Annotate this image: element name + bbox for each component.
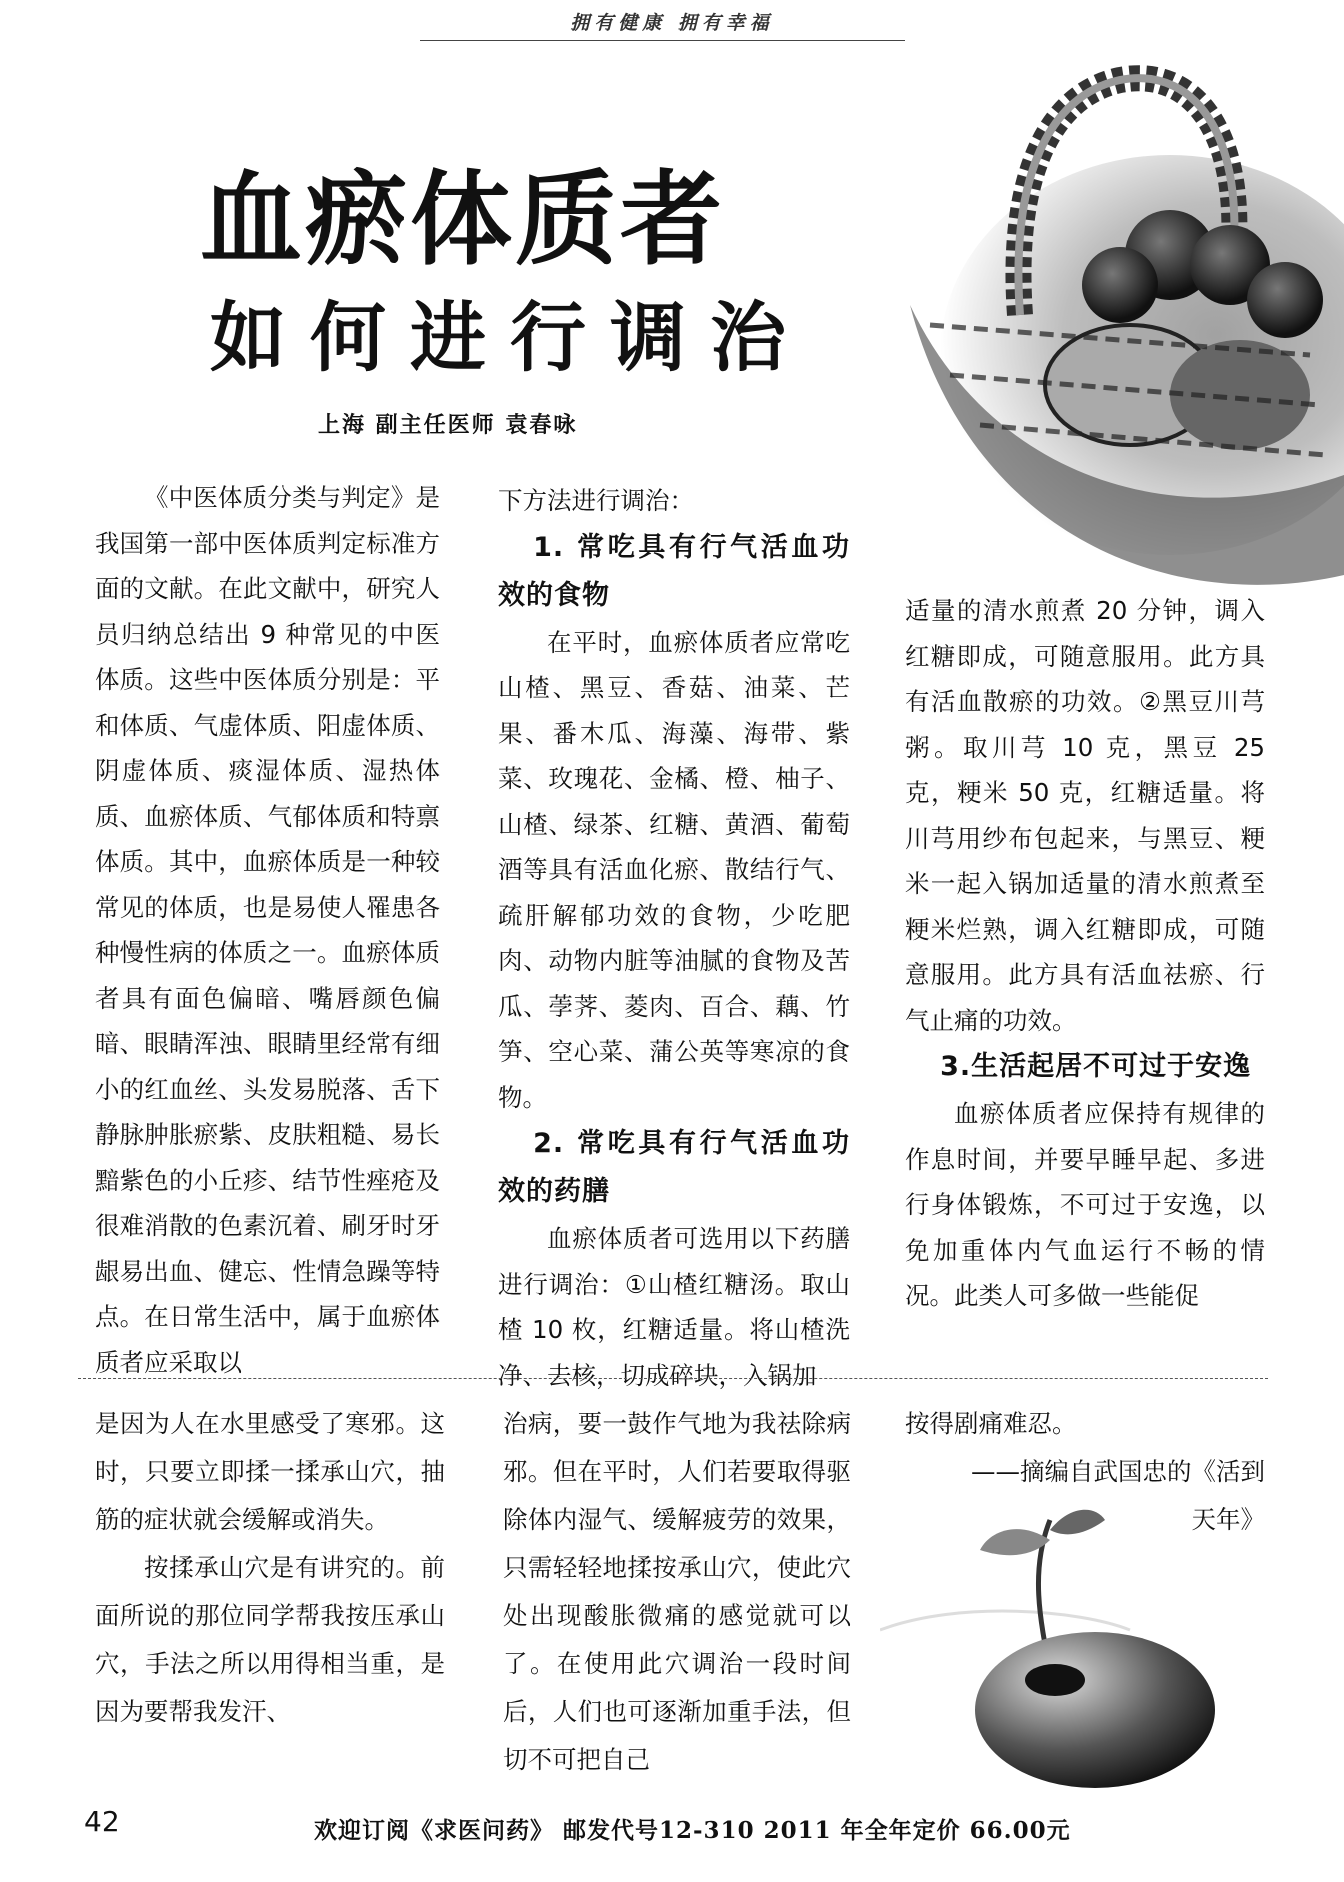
paragraph: 治病，要一鼓作气地为我祛除病邪。但在平时，人们若要取得驱除体内湿气、缓解疲劳的效果，只需轻轻地揉按承山穴，使此穴处出现酸胀微痛的感觉就可以了。在使用此穴调治一段时间后，人们也可逐渐加重手法，但切不可把自己 (503, 1409, 851, 1774)
article-column-1 (95, 475, 440, 1385)
header-slogan: 拥有健康 拥有幸福 (570, 12, 774, 34)
paragraph: 在平时，血瘀体质者应常吃山楂、黑豆、香菇、油菜、芒果、番木瓜、海藻、海带、紫菜、玫瑰花、金橘、橙、柚子、山楂、绿茶、红糖、黄酒、葡萄酒等具有活血化瘀、散结行气、疏肝解郁功效的食物，少吃肥肉、动物内脏等油腻的食物及苦瓜、荸荠、菱肉、百合、藕、竹笋、空心菜、蒲公英等寒凉的食物。 (498, 627, 850, 1112)
article-byline: 上海 副主任医师 袁春咏 (318, 413, 578, 438)
section-heading-1: 1. 常吃具有行气活血功效的食物 (498, 531, 850, 611)
continued-column-2 (503, 1400, 851, 1784)
paragraph: 是因为人在水里感受了寒邪。这时，只要立即揉一揉承山穴，抽筋的症状就会缓解或消失。 (95, 1409, 445, 1534)
paragraph: 血瘀体质者可选用以下药膳进行调治：①山楂红糖汤。取山楂 10 枚，红糖适量。将山楂洗净、去核，切成碎块，入锅加 (498, 1224, 850, 1390)
article-column-2 (498, 478, 850, 1398)
section-heading-2: 2. 常吃具有行气活血功效的药膳 (498, 1128, 850, 1207)
section-divider (78, 1378, 1268, 1379)
paragraph: 按得剧痛难忍。 (905, 1409, 1077, 1438)
header-rule (420, 40, 905, 41)
paragraph: 下方法进行调治： (498, 486, 694, 515)
continued-column-1 (95, 1400, 445, 1736)
article-subtitle: 如何进行调治 (210, 293, 810, 382)
footer-subscription-note: 欢迎订阅《求医问药》 邮发代号12-310 2011 年全年定价 66.00元 (314, 1817, 1071, 1844)
source-attribution: ——摘编自武国忠的《活到天年》 (971, 1457, 1265, 1534)
paragraph: 适量的清水煎煮 20 分钟，调入红糖即成，可随意服用。此方具有活血散瘀的功效。②黑豆川芎粥。取川芎 10 克，黑豆 25 克，粳米 50 克，红糖适量。将川芎用纱布包起来，与黑豆、粳米一起入锅加适量的清水煎煮至粳米烂熟，调入红糖即成，可随意服用。此方具有活血祛瘀、行气止痛的功效。 (905, 596, 1265, 1035)
article-title: 血瘀体质者 (200, 161, 725, 280)
paragraph: 《中医体质分类与判定》是我国第一部中医体质判定标准方面的文献。在此文献中，研究人员归纳总结出 9 种常见的中医体质。这些中医体质分别是：平和体质、气虚体质、阳虚体质、阴虚体质、痰湿体质、湿热体质、血瘀体质、气郁体质和特禀体质。其中，血瘀体质是一种较常见的体质，也是易使人罹患各种慢性病的体质之一。血瘀体质者具有面色偏暗、嘴唇颜色偏暗、眼睛浑浊、眼睛里经常有细小的红血丝、头发易脱落、舌下静脉肿胀瘀紫、皮肤粗糙、易长黯紫色的小丘疹、结节性痤疮及很难消散的色素沉着、刷牙时牙龈易出血、健忘、性情急躁等特点。在日常生活中，属于血瘀体质者应采取以 (95, 483, 440, 1377)
paragraph: 按揉承山穴是有讲究的。前面所说的那位同学帮我按压承山穴，手法之所以用得相当重，是因为要帮我发汗、 (95, 1553, 445, 1726)
page-number: 42 (84, 1805, 120, 1838)
article-column-3 (905, 588, 1265, 1319)
fruit-basket-photo (870, 55, 1344, 615)
section-heading-3: 3.生活起居不可过于安逸 (940, 1051, 1252, 1082)
sprouting-seed-photo (880, 1500, 1290, 1790)
paragraph: 血瘀体质者应保持有规律的作息时间，并要早睡早起、多进行身体锻炼，不可过于安逸，以免加重体内气血运行不畅的情况。此类人可多做一些能促 (905, 1099, 1265, 1310)
running-header (0, 8, 1344, 35)
